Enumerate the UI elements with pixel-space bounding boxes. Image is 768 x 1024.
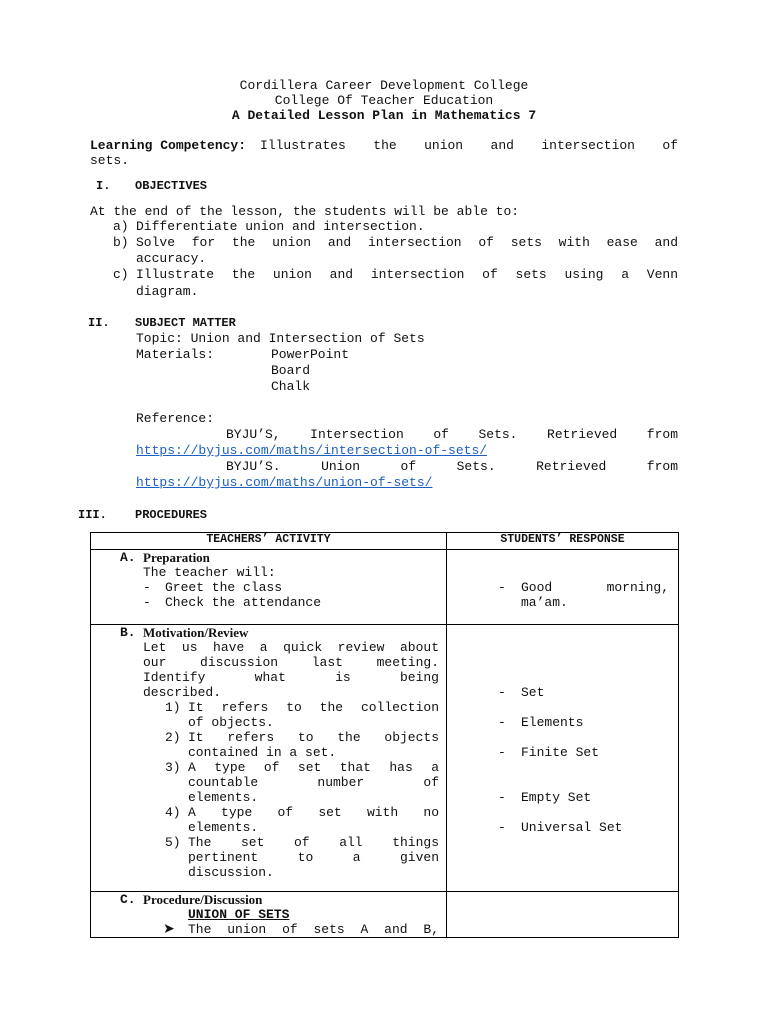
- preparation-student-cell: [447, 550, 679, 625]
- table-row: [91, 892, 679, 938]
- motivation-intro-line: Let us have a quick review about: [143, 640, 439, 655]
- objective-marker-a: a): [113, 219, 129, 234]
- answer-item: Set: [521, 685, 545, 700]
- question-line: A type of set with no: [188, 805, 439, 820]
- section-title: Preparation: [143, 550, 210, 565]
- table-header-row: [91, 533, 679, 550]
- question-line: elements.: [188, 820, 259, 835]
- dash-icon: -: [143, 580, 151, 595]
- teachers-activity-header: TEACHERS’ ACTIVITY: [91, 533, 447, 550]
- table-row: [91, 625, 679, 892]
- document-title: A Detailed Lesson Plan in Mathematics 7: [231, 108, 537, 123]
- objective-text-c-line2: diagram.: [136, 284, 199, 299]
- motivation-intro-line: described.: [143, 685, 222, 700]
- question-line: pertinent to a given: [188, 850, 439, 865]
- section-label: C.: [120, 892, 136, 907]
- subject-matter-numeral: II.: [88, 316, 110, 330]
- section-title: Procedure/Discussion: [143, 892, 263, 907]
- competency-text-line1: Illustrates the union and intersection of: [260, 138, 678, 153]
- question-line: discussion.: [188, 865, 274, 880]
- reference-label: Reference:: [136, 411, 215, 426]
- objective-text-c-line1: Illustrate the union and intersection of sets using a Venn: [136, 267, 678, 282]
- discussion-teacher-cell: [91, 892, 447, 938]
- question-number: 2): [165, 730, 181, 745]
- question-line: It refers to the collection: [188, 700, 439, 715]
- material-item: PowerPoint: [271, 347, 350, 362]
- preparation-teacher-cell: [91, 550, 447, 625]
- competency-label: Learning Competency:: [90, 138, 247, 153]
- question-number: 1): [165, 700, 181, 715]
- objective-marker-c: c): [113, 267, 129, 282]
- objective-text-a: Differentiate union and intersection.: [136, 219, 425, 234]
- question-number: 4): [165, 805, 181, 820]
- objectives-intro: At the end of the lesson, the students will be able to:: [90, 204, 520, 219]
- dash-icon: -: [498, 820, 506, 835]
- materials-label: Materials:: [136, 347, 215, 362]
- list-item: Greet the class: [165, 580, 283, 595]
- discussion-student-cell: [447, 892, 679, 938]
- reference-citation: BYJU’S. Union of Sets. Retrieved from: [226, 459, 678, 474]
- objective-text-b-line1: Solve for the union and intersection of sets with ease and: [136, 235, 678, 250]
- objective-text-b-line2: accuracy.: [136, 251, 207, 266]
- procedures-heading: PROCEDURES: [135, 508, 208, 522]
- learning-competency: [90, 138, 678, 153]
- college-name: College Of Teacher Education: [274, 93, 494, 108]
- dash-icon: -: [143, 595, 151, 610]
- bullet-text: The union of sets A and B,: [188, 922, 439, 937]
- section-label: B.: [120, 625, 136, 640]
- response-line1: Good morning,: [521, 580, 669, 595]
- table-row: [91, 550, 679, 625]
- question-line: A type of set that has a: [188, 760, 439, 775]
- question-number: 5): [165, 835, 181, 850]
- arrow-bullet-icon: ➤: [163, 921, 175, 937]
- school-name: Cordillera Career Development College: [239, 78, 529, 93]
- question-line: contained in a set.: [188, 745, 337, 760]
- answer-item: Elements: [521, 715, 584, 730]
- competency-text-line2: sets.: [90, 153, 130, 168]
- motivation-intro-line: our discussion last meeting.: [143, 655, 439, 670]
- reference-link[interactable]: https://byjus.com/maths/intersection-of-sets/: [136, 443, 488, 458]
- list-item: Check the attendance: [165, 595, 322, 610]
- dash-icon: -: [498, 685, 506, 700]
- material-item: Chalk: [271, 379, 311, 394]
- objectives-numeral: I.: [96, 179, 111, 193]
- question-line: of objects.: [188, 715, 274, 730]
- students-response-header: STUDENTS’ RESPONSE: [447, 533, 679, 550]
- dash-icon: -: [498, 790, 506, 805]
- preparation-intro: The teacher will:: [143, 565, 276, 580]
- motivation-teacher-cell: [91, 625, 447, 892]
- question-number: 3): [165, 760, 181, 775]
- topic-line: Topic: Union and Intersection of Sets: [136, 331, 425, 346]
- subject-matter-heading: SUBJECT MATTER: [135, 316, 236, 330]
- dash-icon: -: [498, 580, 506, 595]
- reference-link[interactable]: https://byjus.com/maths/union-of-sets/: [136, 475, 433, 490]
- reference-citation: BYJU’S, Intersection of Sets. Retrieved from: [226, 427, 678, 442]
- question-line: The set of all things: [188, 835, 439, 850]
- objective-marker-b: b): [113, 235, 129, 250]
- objectives-heading: OBJECTIVES: [135, 179, 208, 193]
- dash-icon: -: [498, 745, 506, 760]
- section-label: A.: [120, 550, 136, 565]
- material-item: Board: [271, 363, 311, 378]
- question-line: countable number of: [188, 775, 439, 790]
- motivation-student-cell: [447, 625, 679, 892]
- question-line: It refers to the objects: [188, 730, 439, 745]
- question-line: elements.: [188, 790, 259, 805]
- motivation-intro-line: Identify what is being: [143, 670, 439, 685]
- answer-item: Empty Set: [521, 790, 592, 805]
- procedures-numeral: III.: [78, 508, 107, 522]
- section-title: Motivation/Review: [143, 625, 249, 640]
- response-line2: ma’am.: [521, 595, 568, 610]
- answer-item: Finite Set: [521, 745, 600, 760]
- dash-icon: -: [498, 715, 506, 730]
- procedures-table: [90, 532, 679, 938]
- union-of-sets-subheading: UNION OF SETS: [188, 907, 290, 922]
- answer-item: Universal Set: [521, 820, 623, 835]
